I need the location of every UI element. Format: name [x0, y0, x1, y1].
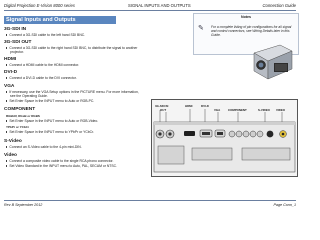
bnc-sdi-in-connector [156, 130, 164, 138]
header-rule [4, 10, 296, 11]
text-component-rgb: Set Enter Space in the INPUT menu to Auto or RGB-Video. [6, 119, 98, 123]
heading-hdmi: HDMI [4, 57, 17, 62]
text-3g-sdi-out-cont: projector. [10, 50, 24, 54]
text-dvi-d: Connect a DVI-D cable to the DVI connector. [6, 76, 77, 80]
dvi-connector [200, 130, 212, 137]
component-ypbpr-label: YPbPr or YCbCr [6, 125, 29, 129]
bnc-sdi-out-connector [166, 130, 174, 138]
heading-3g-sdi-in: 3G-SDI IN [4, 27, 27, 32]
footer-rule [4, 200, 296, 201]
text-3g-sdi-out: Connect a 3G-SDI cable to the right hand SDI BNC, to distribute the signal to another [6, 46, 137, 50]
label-sdi-out: OUT [160, 108, 167, 112]
connector-row [152, 100, 297, 176]
notes-text: For a complete listing of pin configurations for all signal and control connectors, see Wiring Details later in this Guide. [211, 25, 292, 38]
video-rca-connector [280, 131, 287, 138]
component-rgb-label: RGBHV, RGsB or RGBS [6, 114, 40, 118]
header-guide: Connection Guide [262, 3, 296, 8]
header-product: Digital Projection E-Vision 8000 series [4, 3, 75, 8]
heading-3g-sdi-out: 3G-SDI OUT [4, 40, 32, 45]
page-header [4, 3, 296, 10]
component-bnc-connectors [229, 131, 263, 137]
heading-video: Video [4, 153, 17, 158]
text-s-video: Connect an S-Video cable to the 4-pin mini-DIN. [6, 145, 82, 149]
text-vga-cont: see the Operating Guide. [10, 94, 48, 98]
text-video-cable: Connect a composite video cable to the single RCA phono connector. [6, 159, 113, 163]
label-component: COMPONENT [228, 108, 247, 112]
text-video-standard: Set Video Standard in the INPUT menu to Auto, PAL, SECAM or NTSC. [6, 164, 117, 168]
label-dvi: DVI-D [201, 104, 209, 108]
hdmi-connector [184, 131, 195, 136]
footer-revision: Rev B September 2012 [4, 203, 43, 207]
header-chapter: SIGNAL INPUTS AND OUTPUTS [128, 3, 191, 8]
text-vga: If necessary, use the VGA Setup options in the PICTURE menu. For more information, [6, 90, 139, 94]
notes-title: Notes [241, 15, 251, 19]
text-component-ypbpr: Set Enter Space in the INPUT menu to YPbPr or YCbCr. [6, 130, 94, 134]
heading-dvi-d: DVI-D [4, 70, 18, 75]
vga-connector [215, 130, 225, 137]
label-video: VIDEO [276, 108, 285, 112]
text-3g-sdi-in: Connect a 3G-SDI cable to the left hand SDI BNC. [6, 33, 85, 37]
connector-panel-figure [151, 99, 298, 177]
pencil-note-icon: ✎ [198, 25, 204, 32]
label-sdi-in: 3G-SDI IN [155, 104, 169, 108]
text-hdmi: Connect a HDMI cable to the HDMI connector. [6, 63, 79, 67]
text-vga-enter-space: Set Enter Space in the INPUT menu to Auto or RGB-PC. [6, 99, 94, 103]
label-svideo: S-VIDEO [258, 108, 270, 112]
footer-page-number: Page Conn_1 [273, 203, 296, 207]
heading-s-video: S-Video [4, 139, 22, 144]
page-title: Signal Inputs and Outputs [4, 16, 116, 24]
page-footer [4, 203, 296, 207]
label-hdmi: HDMI [185, 104, 193, 108]
heading-vga: VGA [4, 84, 15, 89]
heading-component: COMPONENT [4, 107, 36, 112]
label-vga: VGA [214, 108, 221, 112]
s-video-connector [267, 131, 274, 138]
projector-illustration [250, 39, 294, 83]
